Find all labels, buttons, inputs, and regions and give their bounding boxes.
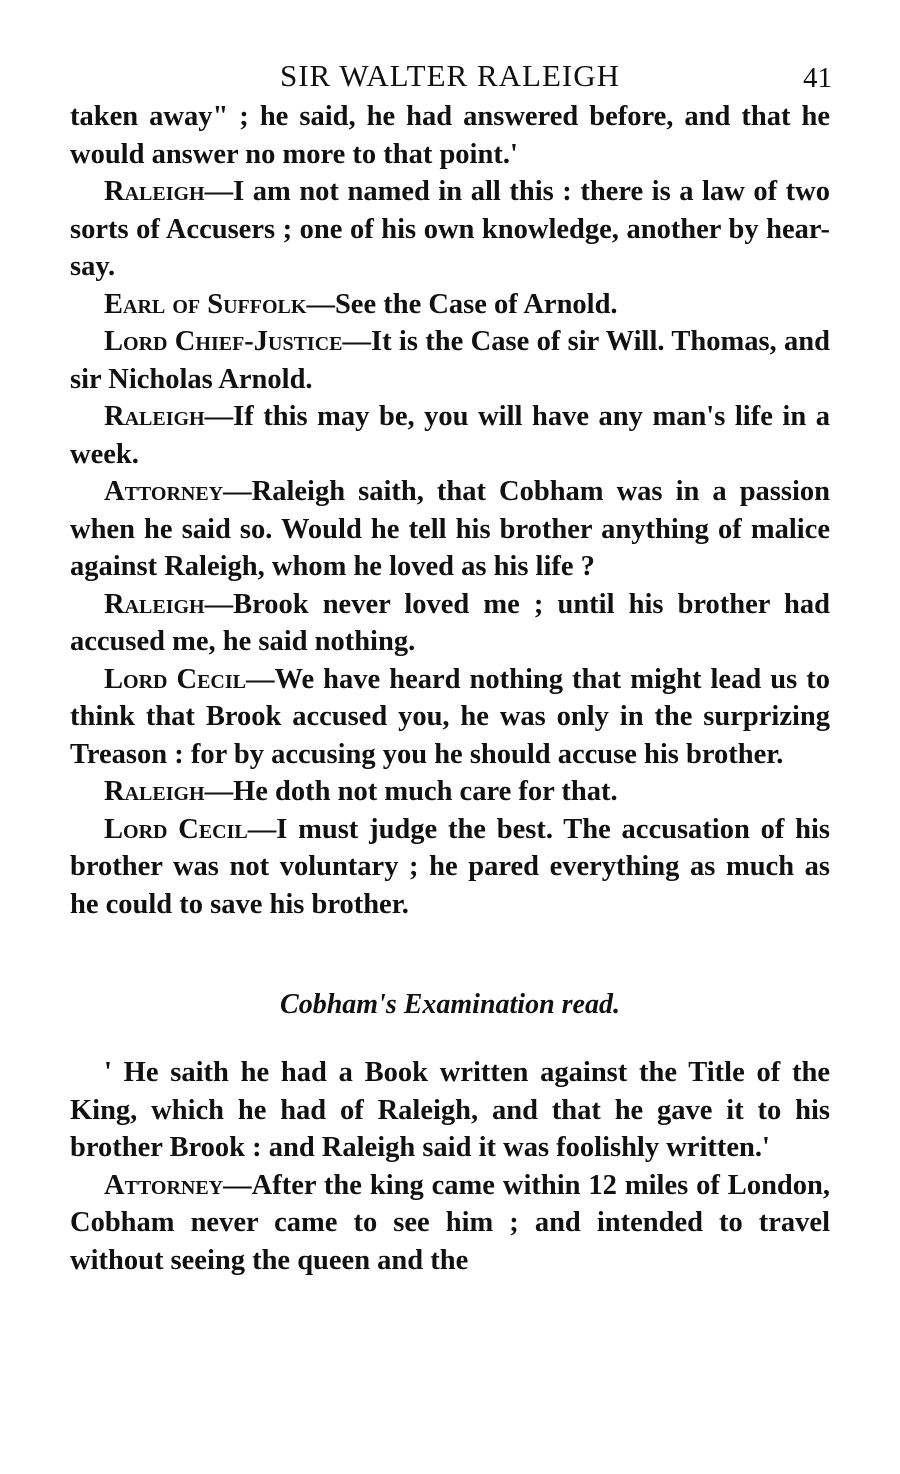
paragraph-text: —He doth not much care for that. bbox=[204, 776, 618, 807]
paragraph-text: —I am not named in all this : there is a law of two sorts of Accusers ; one of his own knowledge, another by hear-say. bbox=[70, 176, 830, 282]
paragraph bbox=[70, 811, 830, 924]
paragraph bbox=[70, 398, 830, 473]
paragraph-text: taken away" ; he said, he had answered before, and that he would answer no more to that point.' bbox=[70, 101, 830, 170]
paragraph-text: —After the king came within 12 miles of London, Cobham never came to see him ; and intended to travel without seeing the queen and the bbox=[70, 1169, 830, 1276]
speaker-name: Lord Cecil bbox=[104, 813, 248, 845]
speaker-name: Raleigh bbox=[104, 176, 205, 207]
paragraph bbox=[70, 1054, 830, 1167]
paragraph bbox=[70, 173, 830, 286]
speaker-name: Attorney bbox=[104, 476, 224, 507]
speaker-name: Lord Chief-Justice bbox=[104, 326, 343, 357]
paragraph bbox=[70, 586, 830, 661]
speaker-name: Attorney bbox=[104, 1169, 224, 1201]
main-text bbox=[70, 98, 830, 1279]
paragraph-text: ' He saith he had a Book written against the Title of the King, which he had of Raleigh, and that he gave it to his brother Brook : and Raleigh said it was foolishly written.' bbox=[70, 1057, 830, 1163]
running-header bbox=[70, 0, 830, 98]
speaker-name: Raleigh bbox=[104, 776, 205, 807]
paragraph bbox=[70, 473, 830, 586]
paragraph bbox=[70, 323, 830, 398]
paragraph bbox=[70, 98, 830, 173]
section-heading: Cobham's Examination read. bbox=[280, 989, 620, 1020]
paragraph-text: —We have heard nothing that might lead us to think that Brook accused you, he was only in the surprizing Treason : for by accusing you he should accuse his brother. bbox=[70, 663, 830, 770]
paragraph-text: —It is the Case of sir Will. Thomas, and sir Nicholas Arnold. bbox=[70, 326, 830, 395]
paragraph-text: —See the Case of Arnold. bbox=[306, 288, 618, 320]
paragraph-text: —Brook never loved me ; until his brother had accused me, he said nothing. bbox=[70, 588, 830, 657]
paragraph bbox=[70, 1167, 830, 1280]
paragraph bbox=[70, 286, 830, 324]
paragraph bbox=[70, 773, 830, 811]
speaker-name: Lord Cecil bbox=[104, 663, 247, 695]
paragraph bbox=[70, 661, 830, 774]
page-number: 41 bbox=[803, 62, 832, 94]
running-title: SIR WALTER RALEIGH bbox=[279, 58, 621, 93]
speaker-name: Raleigh bbox=[104, 401, 205, 432]
speaker-name: Raleigh bbox=[104, 588, 205, 620]
speaker-name: Earl of Suffolk bbox=[104, 288, 307, 320]
paragraph-text: —Raleigh saith, that Cobham was in a passion when he said so. Would he tell his brother anything of malice against Raleigh, whom he loved as his life ? bbox=[70, 476, 830, 582]
paragraph-text: —I must judge the best. The accusation of his brother was not voluntary ; he pared everything as much as he could to save his brother. bbox=[70, 813, 830, 920]
paragraph-text: —If this may be, you will have any man's life in a week. bbox=[70, 401, 830, 470]
